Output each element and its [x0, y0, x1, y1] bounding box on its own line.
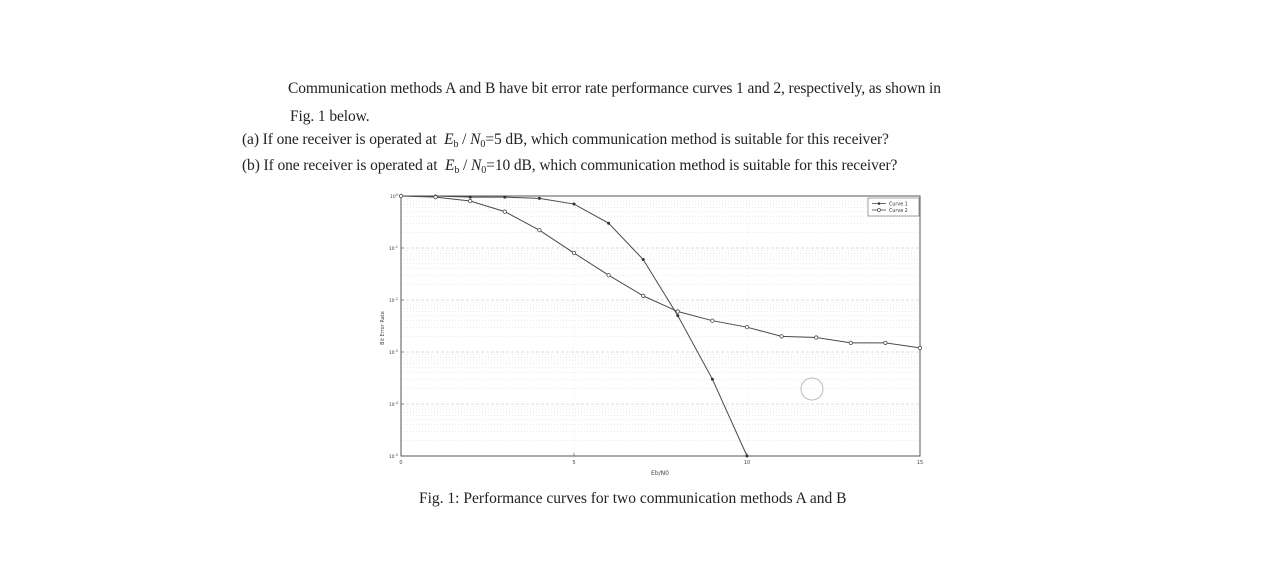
data-point-curve-2 — [918, 346, 921, 349]
chart-series — [399, 194, 921, 457]
question-a-prefix: (a) If one receiver is operated at — [242, 131, 437, 148]
data-point-curve-1 — [469, 196, 472, 199]
data-point-curve-1 — [642, 258, 645, 261]
question-a-var-e: E — [444, 131, 454, 148]
data-point-curve-2 — [780, 335, 783, 338]
data-point-curve-2 — [815, 336, 818, 339]
x-axis-label: Eb/N0 — [651, 470, 669, 477]
chart-legend — [868, 198, 919, 216]
problem-intro-line2: Fig. 1 below. — [290, 108, 370, 125]
legend-label-curve-1: Curve 1 — [889, 202, 908, 208]
y-tick-label: $10^{-5}$ — [388, 453, 398, 460]
question-b-slash: / — [459, 157, 472, 174]
x-tick-label: 10 — [743, 460, 751, 466]
data-point-curve-1 — [607, 222, 610, 225]
x-tick-label: 0 — [399, 460, 403, 466]
legend-marker-curve-2 — [878, 209, 881, 212]
x-tick-label: 15 — [916, 460, 924, 466]
question-b-sub-b: b — [454, 165, 460, 176]
figure-caption: Fig. 1: Performance curves for two communication methods A and B — [419, 490, 847, 507]
chart-grid — [401, 196, 920, 456]
question-a — [242, 131, 889, 150]
question-b-prefix: (b) If one receiver is operated at — [242, 157, 438, 174]
question-b-sub-0: 0 — [481, 165, 487, 176]
data-point-curve-2 — [607, 273, 610, 276]
data-point-curve-1 — [746, 455, 749, 458]
y-tick-label: $10^{-1}$ — [388, 245, 398, 252]
data-point-curve-2 — [676, 310, 679, 313]
data-point-curve-2 — [469, 199, 472, 202]
question-a-var-n: N — [470, 131, 481, 148]
question-b — [242, 157, 897, 176]
scan-mark-circle — [801, 378, 823, 400]
question-b-var-n: N — [471, 157, 482, 174]
data-point-curve-2 — [572, 251, 575, 254]
question-a-value: =5 dB, which communication method is suitable for this receiver? — [485, 131, 889, 148]
question-b-value: =10 dB, which communication method is suitable for this receiver? — [486, 157, 898, 174]
data-point-curve-1 — [538, 197, 541, 200]
legend-marker-curve-1 — [878, 202, 881, 205]
legend-label-curve-2: Curve 2 — [889, 208, 908, 214]
data-point-curve-2 — [711, 319, 714, 322]
chart-ticks — [389, 193, 923, 466]
data-point-curve-2 — [642, 294, 645, 297]
ber-chart — [370, 186, 930, 486]
data-point-curve-2 — [745, 325, 748, 328]
data-point-curve-1 — [503, 196, 506, 199]
data-point-curve-2 — [538, 228, 541, 231]
y-tick-label: $10^{-4}$ — [388, 401, 398, 408]
y-tick-label: $10^{-3}$ — [388, 349, 398, 356]
question-a-sub-b: b — [453, 139, 459, 150]
question-a-slash: / — [458, 131, 471, 148]
data-point-curve-2 — [399, 194, 402, 197]
y-tick-label: $10^0$ — [390, 193, 398, 200]
data-point-curve-2 — [503, 210, 506, 213]
data-point-curve-1 — [573, 203, 576, 206]
problem-intro-line1: Communication methods A and B have bit error rate performance curves 1 and 2, respectively, as shown in — [288, 80, 941, 97]
data-point-curve-1 — [676, 314, 679, 317]
data-point-curve-2 — [849, 341, 852, 344]
y-tick-label: $10^{-2}$ — [388, 297, 398, 304]
plot-frame — [401, 196, 920, 456]
y-axis-label: Bit Error Rate — [380, 311, 386, 345]
x-tick-label: 5 — [572, 460, 576, 466]
series-line-curve-2 — [401, 196, 920, 348]
question-a-sub-0: 0 — [480, 139, 486, 150]
data-point-curve-1 — [711, 378, 714, 381]
data-point-curve-2 — [884, 341, 887, 344]
data-point-curve-2 — [434, 195, 437, 198]
question-b-var-e: E — [444, 157, 455, 174]
